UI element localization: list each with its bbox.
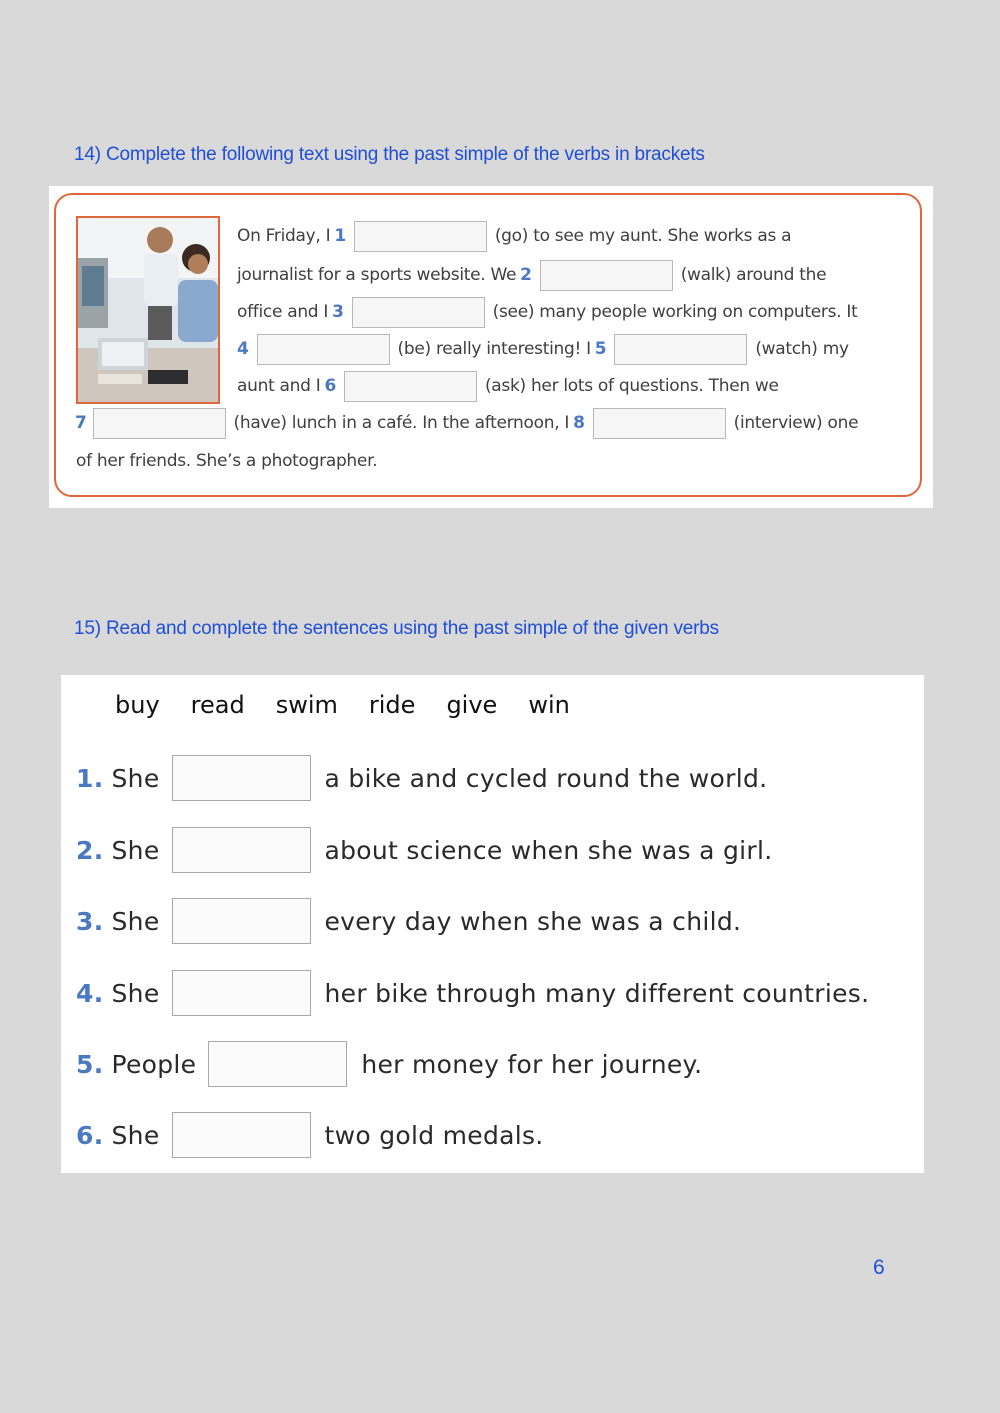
- answer-input-1[interactable]: [354, 221, 487, 252]
- word-bank-item: win: [528, 691, 570, 719]
- text-line-1: [237, 219, 791, 253]
- blank-number: 2: [520, 265, 532, 285]
- sentence-number: 3.: [76, 906, 104, 936]
- text-line-6: [71, 406, 858, 440]
- sentence-subject: She: [111, 1120, 160, 1150]
- sentence-6: [76, 1112, 544, 1158]
- sentence-answer-input-6[interactable]: [172, 1112, 311, 1158]
- text-segment: (interview) one: [733, 413, 859, 433]
- sentence-2: [76, 827, 772, 873]
- sentence-rest: her bike through many different countries.: [324, 978, 870, 1008]
- word-bank-item: buy: [115, 691, 160, 719]
- text-line-4: [233, 332, 849, 366]
- sentence-answer-input-4[interactable]: [172, 970, 311, 1016]
- text-segment: (be) really interesting! I: [397, 339, 591, 359]
- text-line-2: [237, 258, 826, 292]
- answer-input-4[interactable]: [257, 334, 390, 365]
- sentence-3: [76, 898, 741, 944]
- sentence-rest: her money for her journey.: [361, 1049, 703, 1079]
- text-segment: journalist for a sports website. We: [237, 265, 517, 285]
- sentence-number: 1.: [76, 763, 104, 793]
- blank-number: 6: [324, 376, 336, 396]
- word-bank-item: read: [190, 691, 245, 719]
- sentence-number: 2.: [76, 835, 104, 865]
- text-line-5: [237, 369, 779, 403]
- text-segment: (have) lunch in a café. In the afternoon, I: [233, 413, 570, 433]
- sentence-answer-input-2[interactable]: [172, 827, 311, 873]
- sentence-rest: every day when she was a child.: [324, 906, 742, 936]
- sentence-answer-input-3[interactable]: [172, 898, 311, 944]
- blank-number: 1: [334, 226, 346, 246]
- sentence-number: 4.: [76, 978, 104, 1008]
- text-segment: (walk) around the: [680, 265, 827, 285]
- sentence-1: [76, 755, 767, 801]
- sentence-rest: about science when she was a girl.: [324, 835, 773, 865]
- exercise-14-panel: [49, 186, 933, 508]
- answer-input-6[interactable]: [344, 371, 477, 402]
- text-segment: (go) to see my aunt. She works as a: [494, 226, 792, 246]
- office-photo-illustration: [78, 218, 218, 402]
- blank-number: 3: [332, 302, 344, 322]
- answer-input-2[interactable]: [540, 260, 673, 291]
- exercise-14-heading: 14) Complete the following text using the past simple of the verbs in brackets: [74, 144, 705, 165]
- text-line-3: [237, 295, 857, 329]
- sentence-subject: People: [111, 1049, 197, 1079]
- blank-number: 7: [75, 413, 87, 433]
- office-photo: [76, 216, 220, 404]
- sentence-subject: She: [111, 835, 160, 865]
- text-segment: aunt and I: [237, 376, 321, 396]
- word-bank-item: give: [446, 691, 498, 719]
- sentence-subject: She: [111, 906, 160, 936]
- blank-number: 4: [237, 339, 249, 359]
- text-segment: office and I: [237, 302, 329, 322]
- text-segment: On Friday, I: [237, 226, 331, 246]
- sentence-5: [76, 1041, 702, 1087]
- blank-number: 5: [594, 339, 607, 359]
- word-bank-item: ride: [368, 691, 416, 719]
- word-bank-item: swim: [275, 691, 338, 719]
- answer-input-7[interactable]: [93, 408, 226, 439]
- text-segment: (watch) my: [755, 339, 849, 359]
- sentence-subject: She: [111, 763, 160, 793]
- blank-number: 8: [573, 413, 585, 433]
- sentence-rest: a bike and cycled round the world.: [324, 763, 768, 793]
- text-line-7: [76, 444, 377, 478]
- sentence-4: [76, 970, 869, 1016]
- text-segment: (see) many people working on computers. It: [492, 302, 858, 322]
- sentence-subject: She: [111, 978, 160, 1008]
- text-segment: (ask) her lots of questions. Then we: [484, 376, 779, 396]
- sentence-answer-input-1[interactable]: [172, 755, 311, 801]
- sentence-rest: two gold medals.: [324, 1120, 544, 1150]
- text-segment: of her friends. She’s a photographer.: [76, 451, 378, 471]
- answer-input-3[interactable]: [352, 297, 485, 328]
- page-number: 6: [873, 1256, 885, 1279]
- answer-input-8[interactable]: [593, 408, 726, 439]
- exercise-15-heading: 15) Read and complete the sentences using the past simple of the given verbs: [74, 618, 719, 639]
- sentence-answer-input-5[interactable]: [208, 1041, 347, 1087]
- sentence-number: 6.: [76, 1120, 104, 1150]
- answer-input-5[interactable]: [614, 334, 747, 365]
- sentence-number: 5.: [76, 1049, 104, 1079]
- word-bank: [115, 687, 601, 723]
- exercise-15-panel: [61, 675, 924, 1173]
